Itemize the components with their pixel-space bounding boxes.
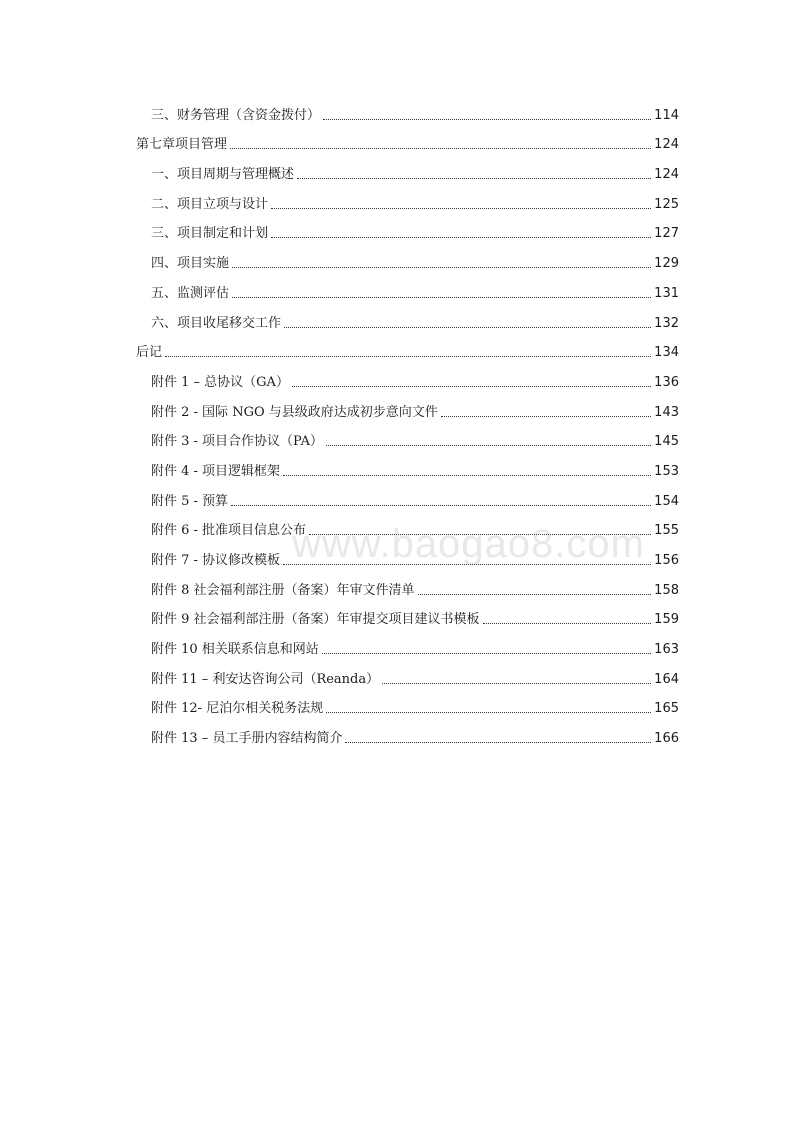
toc-entry-title: 附件 9 社会福利部注册（备案）年审提交项目建议书模板 bbox=[151, 612, 480, 628]
toc-entry-title: 二、项目立项与设计 bbox=[151, 196, 269, 212]
toc-entry-title: 附件 1 – 总协议（GA） bbox=[151, 374, 289, 390]
toc-entry-title: 附件 5 - 预算 bbox=[151, 493, 229, 509]
toc-entry[interactable] bbox=[136, 422, 679, 452]
toc-entry-page: 159 bbox=[654, 612, 679, 628]
toc-entry-page: 143 bbox=[654, 404, 679, 420]
dot-leader bbox=[284, 327, 651, 328]
toc-entry-page: 127 bbox=[654, 226, 679, 242]
dot-leader bbox=[326, 712, 651, 713]
toc-entry-page: 158 bbox=[654, 582, 679, 598]
toc-entry-title: 三、项目制定和计划 bbox=[151, 226, 269, 242]
toc-entry[interactable] bbox=[136, 243, 679, 273]
toc-entry[interactable] bbox=[136, 600, 679, 630]
toc-entry-title: 附件 13 – 员工手册内容结构简介 bbox=[151, 731, 343, 747]
toc-entry-page: 136 bbox=[654, 374, 679, 390]
toc-entry-title: 后记 bbox=[136, 345, 163, 361]
dot-leader bbox=[322, 653, 651, 654]
toc-entry-page: 153 bbox=[654, 463, 679, 479]
toc-entry-page: 163 bbox=[654, 642, 679, 658]
toc-entry[interactable] bbox=[136, 629, 679, 659]
toc-entry-page: 124 bbox=[654, 167, 679, 183]
toc-entry[interactable] bbox=[136, 273, 679, 303]
dot-leader bbox=[283, 475, 651, 476]
dot-leader bbox=[230, 148, 651, 149]
toc-entry[interactable] bbox=[136, 362, 679, 392]
dot-leader bbox=[345, 742, 651, 743]
toc-entry-title: 四、项目实施 bbox=[151, 256, 230, 272]
toc-entry[interactable] bbox=[136, 718, 679, 748]
toc-entry[interactable] bbox=[136, 154, 679, 184]
dot-leader bbox=[382, 683, 651, 684]
toc-entry-title: 五、监测评估 bbox=[151, 285, 230, 301]
toc-entry[interactable] bbox=[136, 689, 679, 719]
toc-entry-title: 第七章项目管理 bbox=[136, 137, 228, 153]
dot-leader bbox=[271, 237, 651, 238]
toc-entry-title: 附件 6 - 批准项目信息公布 bbox=[151, 523, 307, 539]
toc-entry-page: 164 bbox=[654, 671, 679, 687]
toc-entry-title: 附件 11 – 利安达咨询公司（Reanda） bbox=[151, 671, 380, 687]
toc-entry-page: 134 bbox=[654, 345, 679, 361]
dot-leader bbox=[483, 623, 652, 624]
toc-entry-page: 125 bbox=[654, 196, 679, 212]
table-of-contents bbox=[136, 95, 679, 748]
dot-leader bbox=[326, 445, 651, 446]
toc-entry-page: 155 bbox=[654, 523, 679, 539]
toc-entry-page: 165 bbox=[654, 701, 679, 717]
toc-entry-page: 124 bbox=[654, 137, 679, 153]
toc-entry[interactable] bbox=[136, 392, 679, 422]
dot-leader bbox=[232, 297, 651, 298]
toc-entry-page: 154 bbox=[654, 493, 679, 509]
toc-entry-title: 附件 8 社会福利部注册（备案）年审文件清单 bbox=[151, 582, 415, 598]
toc-entry[interactable] bbox=[136, 451, 679, 481]
toc-entry-title: 附件 2 - 国际 NGO 与县级政府达成初步意向文件 bbox=[151, 404, 438, 420]
toc-entry-page: 166 bbox=[654, 731, 679, 747]
watermark: www.baogao8.com bbox=[292, 522, 645, 566]
toc-entry-page: 132 bbox=[654, 315, 679, 331]
toc-entry-page: 145 bbox=[654, 434, 679, 450]
dot-leader bbox=[231, 505, 651, 506]
dot-leader bbox=[165, 356, 651, 357]
toc-entry-title: 附件 3 - 项目合作协议（PA） bbox=[151, 434, 324, 450]
dot-leader bbox=[323, 119, 651, 120]
dot-leader bbox=[271, 208, 651, 209]
toc-entry-title: 六、项目收尾移交工作 bbox=[151, 315, 282, 331]
toc-entry-title: 附件 10 相关联系信息和网站 bbox=[151, 642, 319, 658]
toc-entry[interactable] bbox=[136, 481, 679, 511]
toc-entry-title: 附件 4 - 项目逻辑框架 bbox=[151, 463, 281, 479]
toc-entry-title: 附件 7 - 协议修改模板 bbox=[151, 553, 281, 568]
toc-entry[interactable] bbox=[136, 303, 679, 333]
toc-entry-page: 114 bbox=[654, 107, 679, 123]
toc-entry[interactable] bbox=[136, 214, 679, 244]
toc-entry-title: 三、财务管理（含资金拨付） bbox=[151, 107, 321, 123]
toc-entry-page: 131 bbox=[654, 285, 679, 301]
toc-entry[interactable] bbox=[136, 184, 679, 214]
dot-leader bbox=[297, 178, 651, 179]
toc-entry[interactable] bbox=[136, 95, 679, 125]
toc-entry-title: 一、项目周期与管理概述 bbox=[151, 167, 295, 183]
toc-entry-page: 129 bbox=[654, 256, 679, 272]
toc-entry[interactable] bbox=[136, 659, 679, 689]
dot-leader bbox=[418, 594, 652, 595]
toc-entry[interactable] bbox=[136, 333, 679, 363]
dot-leader bbox=[292, 386, 651, 387]
toc-entry[interactable] bbox=[136, 125, 679, 155]
toc-entry-page: 156 bbox=[654, 553, 679, 568]
toc-entry[interactable] bbox=[136, 570, 679, 600]
dot-leader bbox=[232, 267, 651, 268]
dot-leader bbox=[441, 416, 651, 417]
toc-entry-title: 附件 12- 尼泊尔相关税务法规 bbox=[151, 701, 324, 717]
